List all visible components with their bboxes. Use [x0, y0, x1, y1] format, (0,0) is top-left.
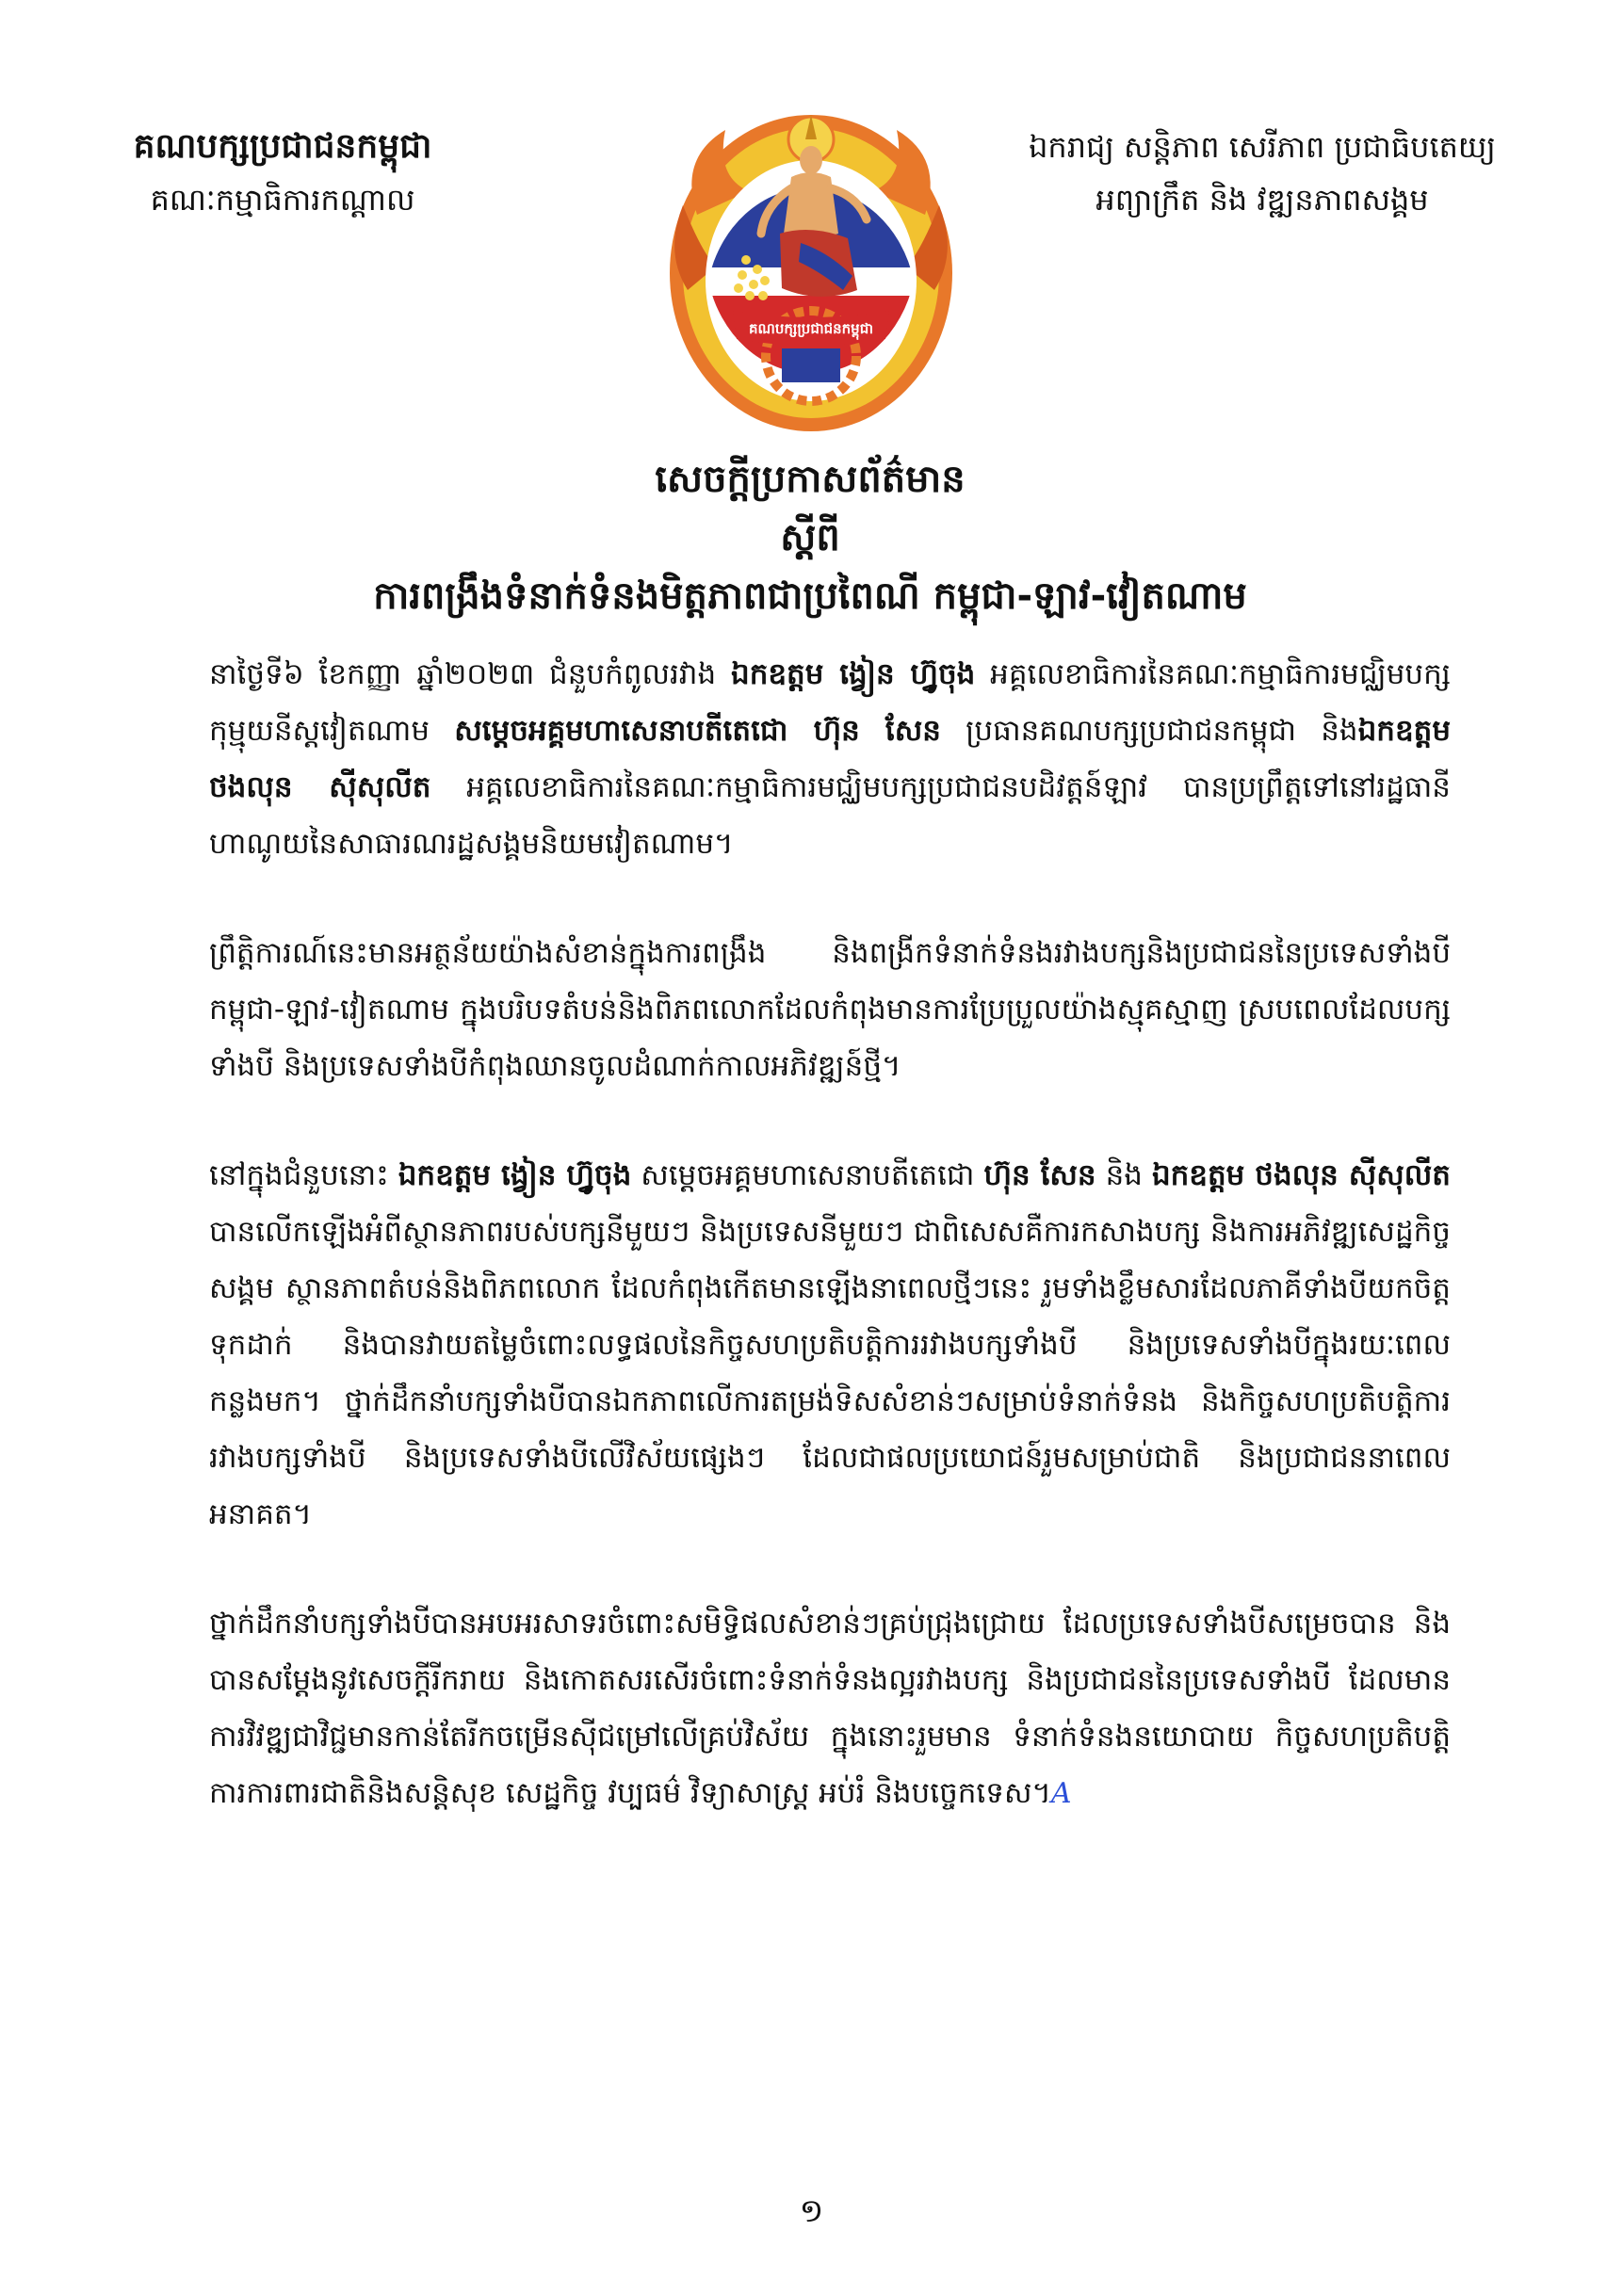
paragraph-3-text-g: បានលើកឡើងអំពីស្ថានភាពរបស់បក្សនីមួយៗ និងប្រទេសនីមួយៗ ជាពិសេសគឺការកសាងបក្ស និងការអភិវឌ្ឍសេដ្ឋកិច្ចសង្គម ស្ថានភាពតំបន់និងពិភពលោក ដែលកំពុងកើតមានឡើងនាពេលថ្មីៗនេះ រួមទាំងខ្លឹមសារដែលភាគីទាំងបីយកចិត្តទុកដាក់ និងបានវាយតម្លៃចំពោះលទ្ធផលនៃកិច្ចសហប្រតិបត្តិការរវាងបក្សទាំងបី និងប្រទេសទាំងបីក្នុងរយៈពេលកន្លងមក។ ថ្នាក់ដឹកនាំបក្សទាំងបីបានឯកភាពលើការតម្រង់ទិសសំខាន់ៗសម្រាប់ទំនាក់ទំនង និងកិច្ចសហប្រតិបត្តិការរវាងបក្សទាំងបី និងប្រទេសទាំងបីលើវិស័យផ្សេងៗ ដែលជាផលប្រយោជន៍រួមសម្រាប់ជាតិ និងប្រជាជននាពេលអនាគត។: [209, 1215, 1451, 1531]
title-line-1: សេចក្តីប្រកាសព័ត៌មាន: [655, 458, 966, 501]
paragraph-3-name-vietnam: ឯកឧត្តម ង្វៀន ហ្វ៊ូចុង: [398, 1158, 632, 1192]
paragraph-3: [209, 1147, 1451, 1543]
paragraph-1-text-e: ប្រធានគណបក្សប្រជាជនកម្ពុជា និង: [940, 714, 1358, 748]
initial-mark: A: [1050, 1777, 1072, 1810]
party-header: [113, 121, 452, 226]
party-emblem-icon: [659, 102, 963, 436]
title-line-3: ការពង្រឹងទំនាក់ទំនងមិត្តភាពជាប្រពៃណី កម្ពុជា-ឡាវ-វៀតណាម: [373, 574, 1247, 618]
committee-name: គណៈកម្មាធិការកណ្តាល: [150, 182, 415, 218]
paragraph-1: [209, 646, 1451, 872]
paragraph-4: [209, 1595, 1451, 1822]
paragraph-3-text-c: សម្តេចអគ្គមហាសេនាបតីតេជោ: [631, 1158, 984, 1192]
document-body: [209, 646, 1451, 1875]
paragraph-3-name-cambodia: ហ៊ុន សែន: [983, 1158, 1096, 1192]
national-motto: [980, 121, 1545, 226]
paragraph-3-text-e: និង: [1096, 1158, 1152, 1192]
paragraph-1-name-cambodia: សម្តេចអគ្គមហាសេនាបតីតេជោ ហ៊ុន សែន: [454, 714, 941, 748]
paragraph-1-text-c: អគ្គលេខាធិការនៃគណៈកម្មាធិការមជ្ឈិមបក្សកុម្មុយនីស្តវៀតណាម: [209, 657, 1451, 748]
page-number: ១: [799, 2192, 824, 2230]
paragraph-1-text-a: នាថ្ងៃទី៦ ខែកញ្ញា ឆ្នាំ២០២៣ ជំនួបកំពូលរវាង: [209, 657, 732, 691]
paragraph-3-name-laos: ឯកឧត្តម ថងលុន ស៊ីសុលីត: [1151, 1158, 1451, 1192]
motto-line-1: ឯករាជ្យ សន្តិភាព សេរីភាព ប្រជាធិបតេយ្យ: [1029, 129, 1496, 165]
title-line-2: ស្តីពី: [780, 516, 840, 559]
motto-line-2: អព្យាក្រឹត និង វឌ្ឍនភាពសង្គម: [1096, 182, 1429, 218]
paragraph-2: ព្រឹត្តិការណ៍នេះមានអត្ថន័យយ៉ាងសំខាន់ក្នុងការពង្រឹង និងពង្រីកទំនាក់ទំនងរវាងបក្សនិងប្រជាជននៃប្រទេសទាំងបី កម្ពុជា-ឡាវ-វៀតណាម ក្នុងបរិបទតំបន់និងពិភពលោកដែលកំពុងមានការប្រែប្រួលយ៉ាងស្មុគស្មាញ ស្របពេលដែលបក្សទាំងបី និងប្រទេសទាំងបីកំពុងឈានចូលដំណាក់កាលអភិវឌ្ឍន៍ថ្មី។: [209, 936, 1451, 1083]
paragraph-1-name-laos: ឯកឧត្តម ថងលុន ស៊ីសុលីត: [209, 714, 1452, 804]
party-name: គណបក្សប្រជាជនកម្ពុជា: [133, 127, 432, 166]
paragraph-3-text-a: នៅក្នុងជំនួបនោះ: [209, 1158, 398, 1192]
paragraph-1-text-g: អគ្គលេខាធិការនៃគណៈកម្មាធិការមជ្ឈិមបក្សប្រជាជនបដិវត្តន៍ឡាវ បានប្រព្រឹត្តទៅនៅរដ្ឋធានីហាណូយនៃសាធារណរដ្ឋសង្គមនិយមវៀតណាម។: [209, 770, 1451, 861]
emblem-banner-text: គណបក្សប្រជាជនកម្ពុជា: [749, 320, 873, 337]
document-title: [151, 450, 1469, 625]
paragraph-1-name-vietnam: ឯកឧត្តម ង្វៀន ហ្វ៊ូចុង: [731, 657, 976, 691]
paragraph-4-text: ថ្នាក់ដឹកនាំបក្សទាំងបីបានអបអរសាទរចំពោះសមិទ្ធិផលសំខាន់ៗគ្រប់ជ្រុងជ្រោយ ដែលប្រទេសទាំងបីសម្រេចបាន និងបានសម្តែងនូវសេចក្តីរីករាយ និងកោតសរសើរចំពោះទំនាក់ទំនងល្អរវាងបក្ស និងប្រជាជននៃប្រទេសទាំងបី ដែលមានការវិវឌ្ឍជាវិជ្ជមានកាន់តែរីកចម្រើនស៊ីជម្រៅលើគ្រប់វិស័យ ក្នុងនោះរួមមាន ទំនាក់ទំនងនយោបាយ កិច្ចសហប្រតិបត្តិការការពារជាតិនិងសន្តិសុខ សេដ្ឋកិច្ច វប្បធម៌ វិទ្យាសាស្ត្រ អប់រំ និងបច្ចេកទេស។: [209, 1607, 1451, 1810]
